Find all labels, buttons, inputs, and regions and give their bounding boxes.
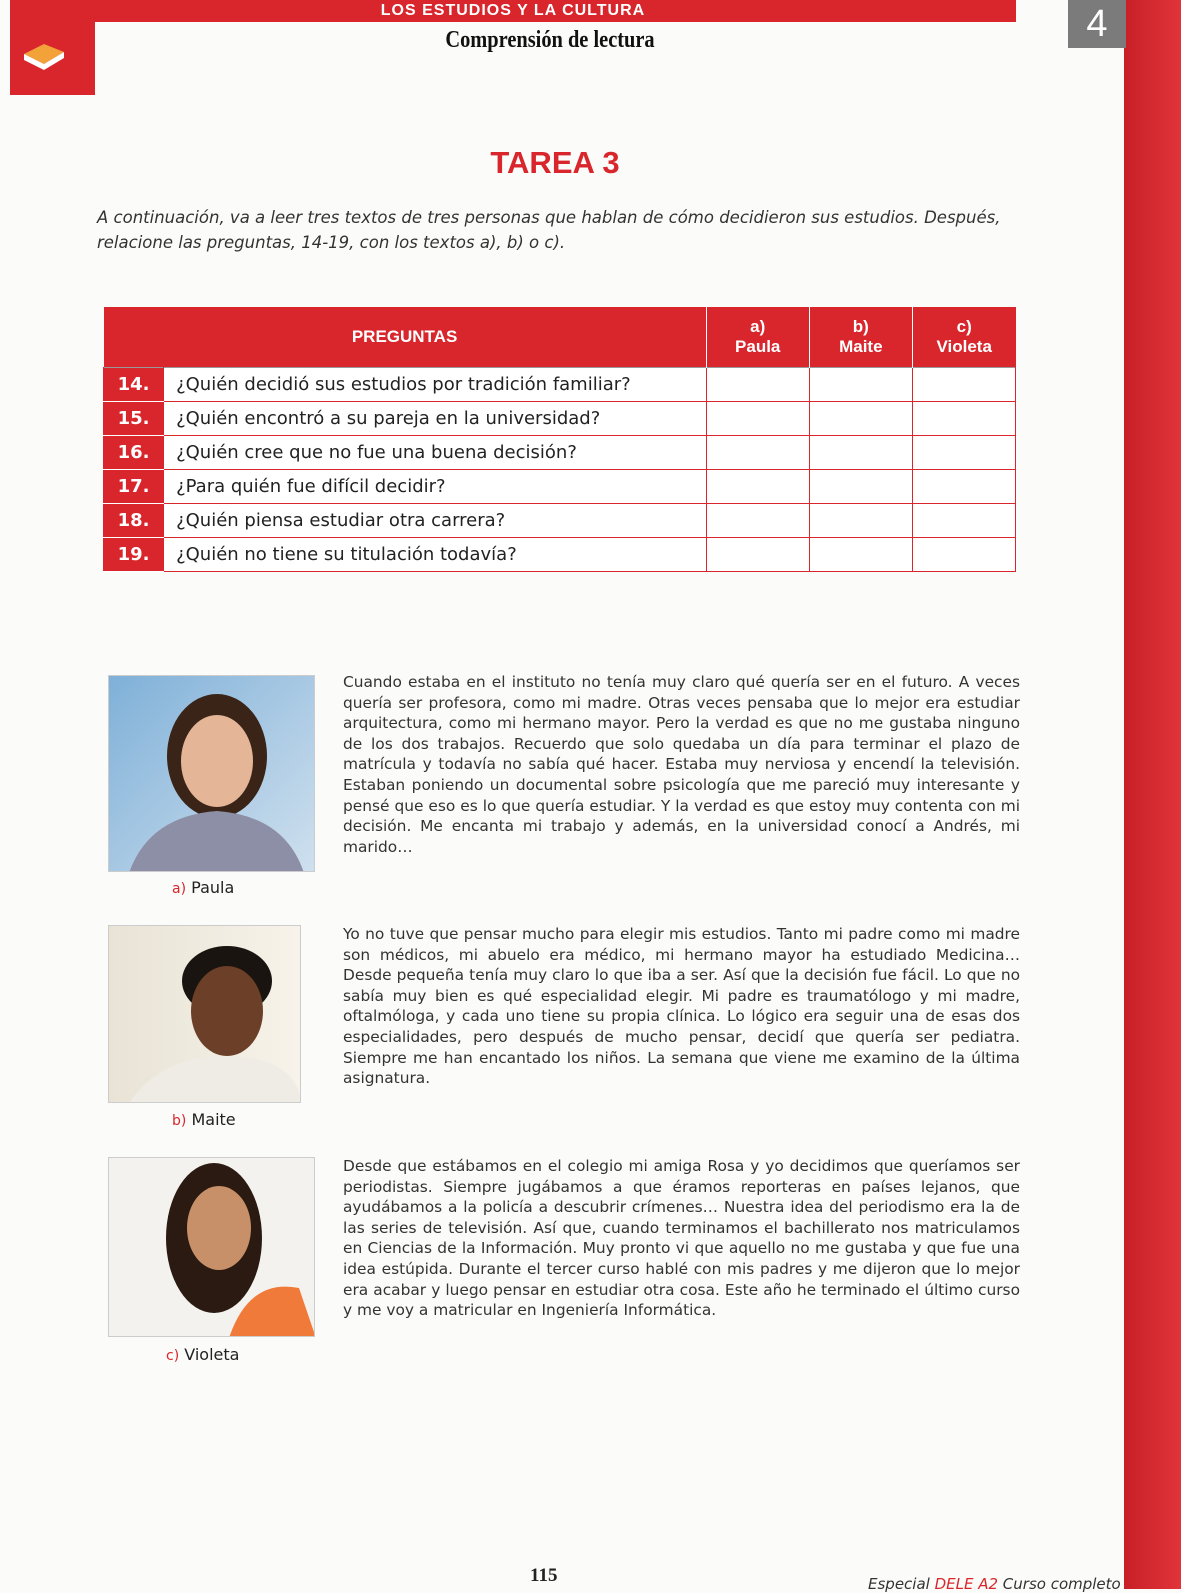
page-number: 115	[530, 1565, 558, 1586]
book-icon	[24, 40, 64, 70]
section-banner: LOS ESTUDIOS Y LA CULTURA	[10, 0, 1016, 22]
book-title: Especial DELE A2 Curso completo	[868, 1575, 1121, 1593]
table-row	[104, 469, 1016, 503]
question-number: 17.	[104, 469, 164, 503]
answer-cell-a[interactable]	[706, 435, 809, 469]
answer-cell-b[interactable]	[809, 435, 912, 469]
answer-cell-c[interactable]	[912, 503, 1015, 537]
question-text: ¿Quién cree que no fue una buena decisión?	[164, 435, 707, 469]
answer-cell-b[interactable]	[809, 537, 912, 571]
question-text: ¿Quién no tiene su titulación todavía?	[164, 537, 707, 571]
question-number: 16.	[104, 435, 164, 469]
text-maite: Yo no tuve que pensar mucho para elegir mis estudios. Tanto mi padre como mi madre son médicos, mi abuelo era médico, mi hermano mayor ha estudiado Medicina… Desde pequeña tenía muy claro lo que iba a ser. Así que la decisión fue fácil. Lo que no sabía muy bien es qué especialidad elegir. Mi padre es traumatólogo y mi madre, oftalmóloga, y cada uno tiene su propia clínica. Lo lógico era seguir una de esas dos especialidades, pero después de mucho pensar, decidí que quería ser pediatra. Siempre me han encantado los niños. La semana que viene me examino de la última asignatura.	[343, 925, 1020, 1088]
answer-cell-b[interactable]	[809, 469, 912, 503]
header-questions: PREGUNTAS	[104, 307, 707, 367]
table-row	[104, 367, 1016, 401]
answer-cell-c[interactable]	[912, 469, 1015, 503]
text-paula: Cuando estaba en el instituto no tenía muy claro qué quería ser en el futuro. A veces quería ser profesora, como mi madre. Otras veces pensaba que lo mejor era estudiar arquitectura, como mi hermano mayor. Pero la verdad es que no me gustaba ninguno de los dos trabajos. Recuerdo que solo quedaba un día para terminar el plazo de matrícula y todavía no sabía qué hacer. Estaba muy nerviosa y encendí la televisión. Estaban poniendo un documental sobre psicología que me pareció muy interesante y pensé que eso es lo que quería estudiar. Y la verdad es que estoy muy contenta con mi decisión. Me encanta mi trabajo y además, en la universidad conocí a Andrés, mi marido…	[343, 673, 1020, 856]
answer-cell-a[interactable]	[706, 503, 809, 537]
question-number: 15.	[104, 401, 164, 435]
question-text: ¿Quién decidió sus estudios por tradición familiar?	[164, 367, 707, 401]
answer-table	[103, 307, 1016, 572]
photo-maite	[108, 925, 301, 1103]
table-row	[104, 401, 1016, 435]
answer-cell-a[interactable]	[706, 367, 809, 401]
answer-cell-c[interactable]	[912, 367, 1015, 401]
photo-paula	[108, 675, 315, 872]
answer-cell-c[interactable]	[912, 401, 1015, 435]
header-c: c) Violeta	[912, 307, 1015, 367]
answer-cell-c[interactable]	[912, 435, 1015, 469]
caption-maite: b) Maite	[172, 1110, 236, 1129]
caption-violeta: c) Violeta	[166, 1345, 240, 1364]
answer-cell-c[interactable]	[912, 537, 1015, 571]
header-b: b) Maite	[809, 307, 912, 367]
page-subtitle: Comprensión de lectura	[445, 27, 655, 53]
text-violeta: Desde que estábamos en el colegio mi amiga Rosa y yo decidimos que queríamos ser periodistas. Siempre jugábamos a que éramos reporteras en países lejanos, que ayudábamos a la policía a descubrir crímenes… Nuestra idea del periodismo era la de las series de televisión. Así que, cuando terminamos el bachillerato nos matriculamos en Ciencias de la Información. Muy pronto vi que aquello no me gustaba y que fue una idea estúpida. Durante el tercer curso hablé con mis padres y me dijeron que lo mejor era acabar y luego pensar en estudiar otra cosa. Este año he terminado el último curso y me voy a matricular en Ingeniería Informática.	[343, 1157, 1020, 1320]
answer-cell-b[interactable]	[809, 367, 912, 401]
question-number: 18.	[104, 503, 164, 537]
task-title: TAREA 3	[490, 145, 620, 180]
question-number: 19.	[104, 537, 164, 571]
answer-cell-a[interactable]	[706, 401, 809, 435]
table-row	[104, 537, 1016, 571]
page-edge-stripe	[1124, 0, 1181, 1589]
answer-cell-b[interactable]	[809, 503, 912, 537]
table-row	[104, 435, 1016, 469]
header-a: a) Paula	[706, 307, 809, 367]
task-instructions: A continuación, va a leer tres textos de tres personas que hablan de cómo decidieron sus estudios. Después, relacione las preguntas, 14-19, con los textos a), b) o c).	[97, 208, 1001, 252]
unit-number: 4	[1068, 0, 1126, 48]
table-header	[104, 307, 1016, 367]
photo-violeta	[108, 1157, 315, 1337]
question-text: ¿Para quién fue difícil decidir?	[164, 469, 707, 503]
answer-cell-a[interactable]	[706, 469, 809, 503]
table-row	[104, 503, 1016, 537]
answer-cell-a[interactable]	[706, 537, 809, 571]
answer-cell-b[interactable]	[809, 401, 912, 435]
question-number: 14.	[104, 367, 164, 401]
caption-paula: a) Paula	[172, 878, 235, 897]
question-text: ¿Quién piensa estudiar otra carrera?	[164, 503, 707, 537]
question-text: ¿Quién encontró a su pareja en la universidad?	[164, 401, 707, 435]
